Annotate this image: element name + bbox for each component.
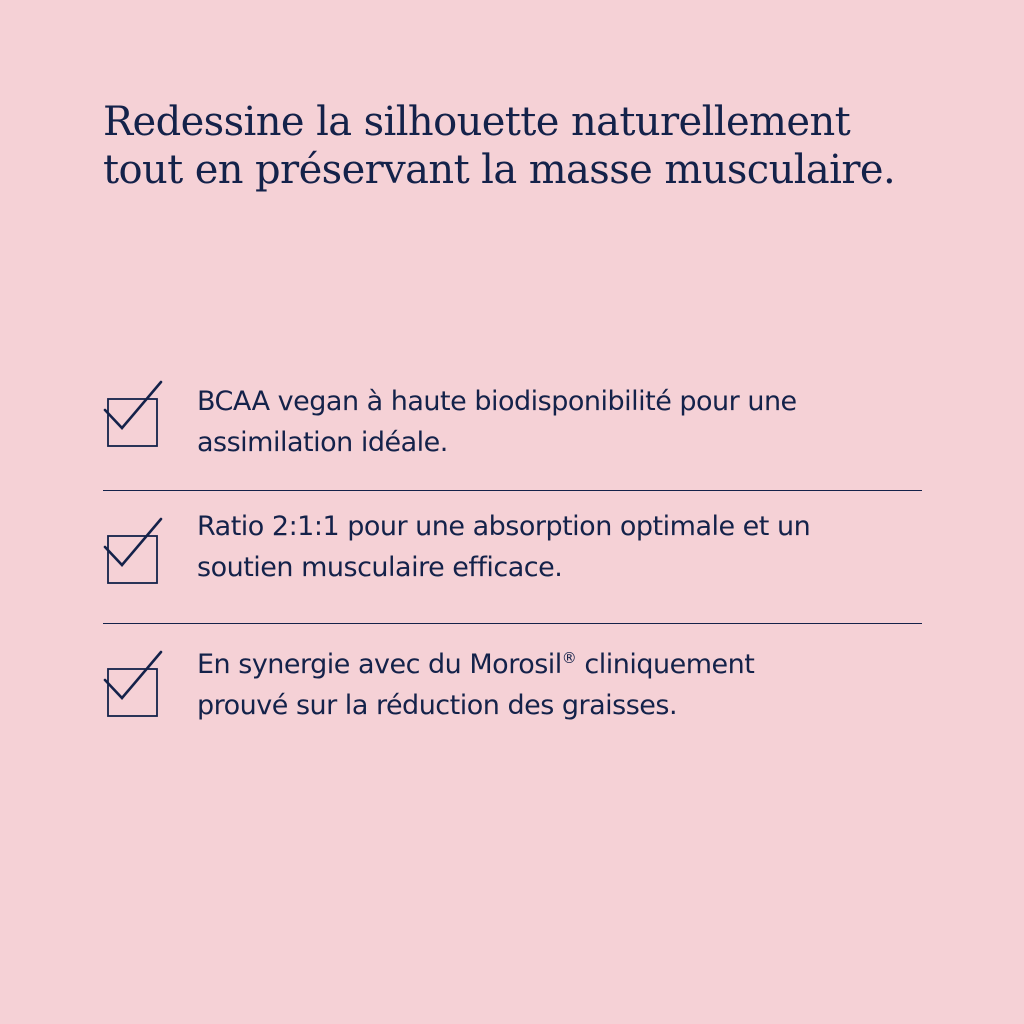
benefit-list (103, 380, 922, 758)
benefit-text-line-1: BCAA vegan à haute biodisponibilité pour une (197, 386, 797, 417)
benefit-text-line-1: Ratio 2:1:1 pour une absorption optimale et un (197, 511, 811, 542)
checkbox-checked-icon (103, 650, 163, 720)
registered-mark: ® (561, 649, 577, 667)
benefit-text (197, 506, 917, 588)
headline-line-2: tout en préservant la masse musculaire. (103, 147, 896, 193)
benefit-text-segment: cliniquement (576, 649, 755, 680)
benefit-item (103, 491, 922, 624)
benefit-text-line-2: prouvé sur la réduction des graisses. (197, 690, 678, 721)
checkbox-checked-icon (103, 380, 163, 450)
benefit-text-line-2: soutien musculaire efficace. (197, 552, 563, 583)
headline (103, 98, 983, 194)
headline-line-1: Redessine la silhouette naturellement (103, 99, 851, 145)
benefit-text-line-1 (197, 638, 917, 685)
benefit-text (197, 381, 917, 463)
benefit-text-line-2: assimilation idéale. (197, 427, 448, 458)
benefit-text (197, 638, 917, 726)
benefit-item (103, 380, 922, 491)
benefit-item (103, 624, 922, 758)
benefit-text-segment: En synergie avec du Morosil (197, 649, 562, 680)
checkbox-checked-icon (103, 517, 163, 587)
